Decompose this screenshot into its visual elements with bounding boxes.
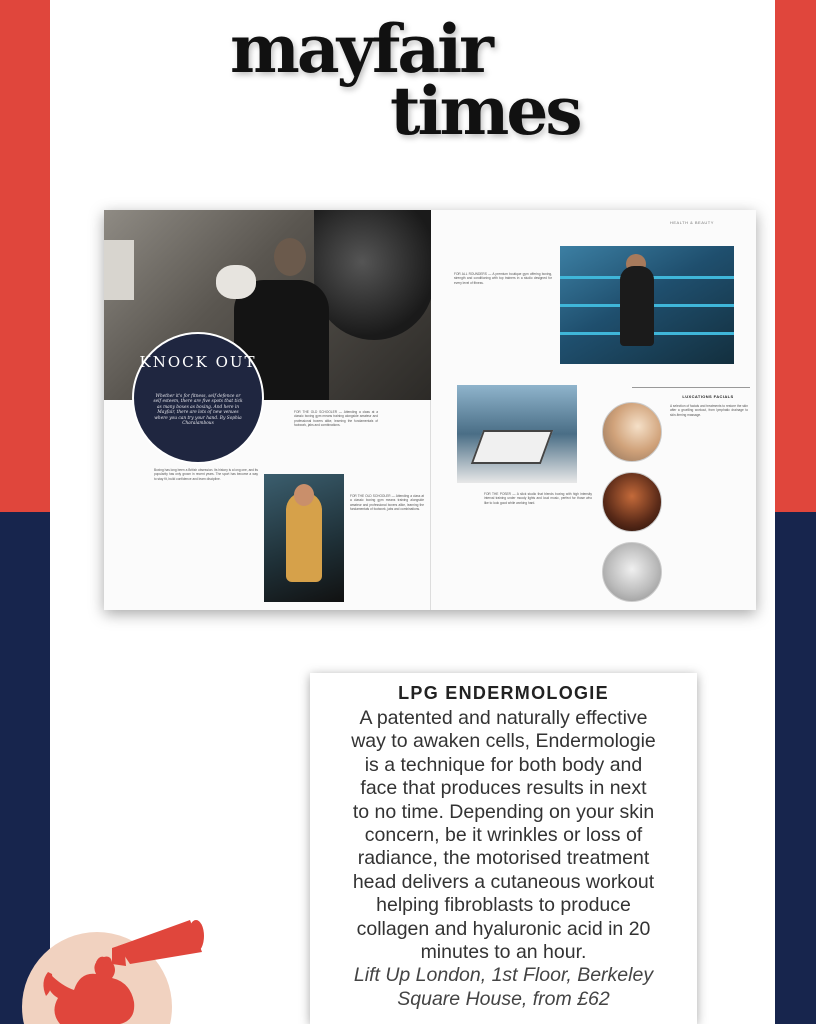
- red-border-right: [775, 0, 816, 512]
- feature-title-badge: [132, 332, 264, 464]
- sidebar-text: A selection of facials and treatments to restore the skin after a gruelling workout, from lymphatic drainage to skin-firming massage.: [670, 404, 748, 417]
- facial-photo-3: [602, 542, 662, 602]
- caption-body: [320, 707, 687, 964]
- venue-line-1: Lift Up London, 1st Floor, Berkeley: [353, 964, 654, 987]
- boxing-ring-photo: [560, 246, 734, 364]
- section-folio: HEALTH & BEAUTY: [670, 220, 714, 225]
- caption-line: to no time. Depending on your skin: [352, 800, 655, 823]
- article-column-1: Boxing has long been a British obsession. Its history is a long one, and its popularity has only grown in recent years. The sport has become a way to stay fit, build confidence and learn discipline.: [154, 468, 258, 481]
- fighter-body: [620, 266, 654, 346]
- article-column-4: FOR ALL ROUNDERS — A premium boutique gym offering boxing, strength and conditioning with top trainers in a studio designed for every level of fitness.: [454, 272, 552, 285]
- article-column-5: FOR THE POSER — A slick studio that blends boxing with high intensity interval training under moody lights and loud music, perfect for those who like to look good while working hard.: [484, 492, 592, 505]
- caption-line: radiance, the motorised treatment: [357, 847, 650, 870]
- caption-card: [310, 673, 697, 1024]
- masthead-line1: mayfair: [230, 10, 491, 88]
- sidebar-title: LUXCATIONS FACIALS: [682, 394, 734, 399]
- masthead: [210, 0, 630, 160]
- caption-line: minutes to an hour.: [420, 941, 587, 964]
- caption-line: face that produces results in next: [360, 777, 647, 800]
- caption-line: is a technique for both body and: [364, 753, 643, 776]
- facial-photo-2: [602, 472, 662, 532]
- ring-floor: [471, 430, 553, 464]
- sidebar-rule: [632, 387, 750, 388]
- portrait-head: [294, 484, 314, 506]
- studio-ring-photo: [457, 385, 577, 483]
- masthead-line2: times: [390, 72, 580, 150]
- window: [104, 240, 134, 300]
- caption-line: head delivers a cutaneous workout: [352, 870, 655, 893]
- facial-photo-1: [602, 402, 662, 462]
- red-border-left: [0, 0, 50, 512]
- caption-line: concern, be it wrinkles or loss of: [364, 824, 643, 847]
- caption-line: helping fibroblasts to produce: [376, 894, 631, 917]
- magazine-spread: [104, 210, 756, 610]
- caption-line: way to awaken cells, Endermologie: [351, 730, 656, 753]
- caption-venue: [320, 964, 687, 1011]
- caption-line: A patented and naturally effective: [359, 707, 648, 729]
- boxer-head: [274, 238, 306, 276]
- boxing-glove: [216, 265, 256, 299]
- feature-intro: Whether it's for fitness, self defence or self esteem, there are five spots that tick as many boxes as boxing. And here in Mayfair, there are lots of new venues where you can try your hand. By Sophia Charalambous: [153, 394, 243, 427]
- feature-title: KNOCK OUT: [139, 353, 257, 371]
- punching-bag: [314, 210, 431, 340]
- article-column-2: FOR THE OLD SCHOOLER — Attending a class at a classic boxing gym means training alongside amateur and professional boxers alike, learning the fundamentals of footwork, jabs and combinations.: [294, 410, 378, 428]
- article-column-3: FOR THE OLD SCHOOLER — Attending a class at a classic boxing gym means training alongside amateur and professional boxers alike, learning the fundamentals of footwork, jabs and combinations.: [350, 494, 424, 512]
- venue-line-2: Square House, from £62: [397, 987, 610, 1010]
- caption-line: collagen and hyaluronic acid in 20: [356, 917, 651, 940]
- caption-title: LPG ENDERMOLOGIE: [398, 683, 609, 703]
- rooster-megaphone-icon: [40, 912, 210, 1024]
- portrait-photo: [264, 474, 344, 602]
